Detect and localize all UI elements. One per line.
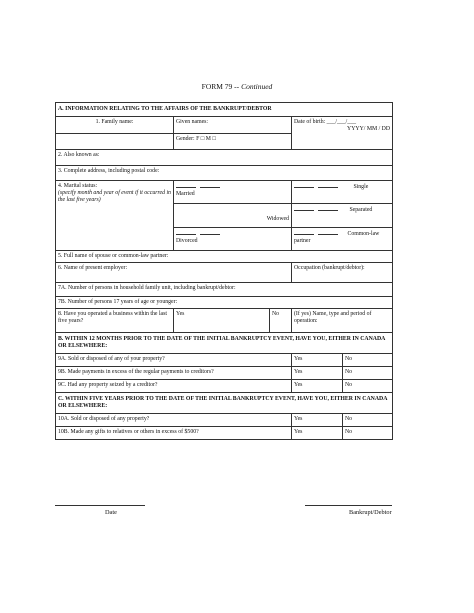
employer-label: 6. Name of present employer: [58, 264, 128, 271]
married-option[interactable] [174, 180, 292, 203]
signature-area [55, 500, 392, 520]
section-b-header: B. WITHIN 12 MONTHS PRIOR TO THE DATE OF THE INITIAL BANKRUPTCY EVENT, HAVE YOU, EITHER IN CANADA OR ELSEWHERE: [56, 332, 393, 353]
date-label: Date [105, 509, 117, 516]
marital-status-note: (specify month and year of event if it occurred in the last five years) [58, 189, 171, 203]
employer-field[interactable] [56, 262, 292, 282]
q9a-yes[interactable]: Yes [292, 353, 343, 366]
occupation-label: Occupation (bankrupt/debtor): [294, 264, 365, 271]
q8-yes[interactable]: Yes [174, 308, 270, 332]
marital-status-label-cell [56, 180, 174, 250]
q10b-no[interactable]: No [343, 426, 393, 439]
spouse-name-field[interactable] [56, 250, 393, 262]
dob-format: YYYY/ MM / DD [347, 125, 391, 132]
minors-count-field[interactable] [56, 296, 393, 308]
partner-label: partner [294, 237, 311, 244]
marital-status-label: 4. Marital status: [58, 182, 98, 189]
form-table [55, 102, 393, 440]
q9a-no[interactable]: No [343, 353, 393, 366]
form-title [0, 82, 474, 91]
q10a-yes[interactable]: Yes [292, 413, 343, 426]
spouse-name-label: 5. Full name of spouse or common-law partner: [58, 252, 169, 259]
q9b-no[interactable]: No [343, 366, 393, 379]
q10a-no[interactable]: No [343, 413, 393, 426]
address-label: 3. Complete address, including postal code: [58, 167, 160, 174]
section-c-header: C. WITHIN FIVE YEARS PRIOR TO THE DATE OF THE INITIAL BANKRUPTCY EVENT, HAVE YOU, EITHER IN CANADA OR ELSEWHERE: [56, 392, 393, 413]
widowed-label: Widowed [266, 215, 289, 222]
q7b-label: 7B. Number of persons 17 years of age or younger: [58, 298, 178, 305]
common-law-label: Common-law [347, 230, 380, 237]
common-law-option[interactable] [292, 227, 393, 250]
q8-label: 8. Have you operated a business within the last five years? [56, 308, 174, 332]
q10a-label: 10A. Sold or disposed of any property? [56, 413, 292, 426]
q9c-label: 9C. Had any property seized by a creditor? [56, 379, 292, 392]
family-name-label: 1. Family name: [56, 116, 174, 133]
debtor-label: Bankrupt/Debtor [349, 509, 392, 516]
q10b-yes[interactable]: Yes [292, 426, 343, 439]
q9b-yes[interactable]: Yes [292, 366, 343, 379]
date-of-birth-field[interactable] [292, 116, 393, 149]
q7a-label: 7A. Number of persons in household family unit, including bankrupt/debtor: [58, 284, 236, 291]
q9a-label: 9A. Sold or disposed of any of your property? [56, 353, 292, 366]
also-known-as-label: 2. Also known as: [58, 151, 100, 158]
given-names-label: Given names: [176, 118, 209, 125]
q9b-label: 9B. Made payments in excess of the regular payments to creditors? [56, 366, 292, 379]
separated-option[interactable] [292, 203, 393, 227]
q10b-label: 10B. Made any gifts to relatives or others in excess of $500? [56, 426, 292, 439]
divorced-option[interactable] [174, 227, 292, 250]
section-a-header: A. INFORMATION RELATING TO THE AFFAIRS OF THE BANKRUPT/DEBTOR [56, 103, 393, 117]
address-field[interactable] [56, 165, 393, 180]
q9c-yes[interactable]: Yes [292, 379, 343, 392]
q8-business-details[interactable]: (If yes) Name, type and period of operation: [292, 308, 393, 332]
widowed-option[interactable] [174, 203, 292, 227]
q9c-no[interactable]: No [343, 379, 393, 392]
gender-field[interactable] [174, 133, 292, 149]
household-persons-field[interactable] [56, 282, 393, 296]
gender-label: Gender: F □ M □ [176, 135, 216, 142]
single-option[interactable] [292, 180, 393, 203]
form-number: FORM 79 -- [201, 82, 242, 91]
single-label: Single [353, 183, 369, 190]
occupation-field[interactable] [292, 262, 393, 282]
separated-label: Separated [349, 206, 373, 213]
given-names-field[interactable] [174, 116, 292, 133]
also-known-as-field[interactable] [56, 149, 393, 165]
q8-no[interactable]: No [270, 308, 292, 332]
date-signature-line[interactable] [55, 505, 145, 506]
family-name-field[interactable] [56, 133, 174, 149]
continued-label: Continued [241, 82, 273, 91]
debtor-signature-line[interactable] [305, 505, 392, 506]
dob-label: Date of birth: ___/___/___ [294, 118, 356, 125]
married-label: Married [176, 190, 195, 197]
divorced-label: Divorced [176, 237, 198, 244]
